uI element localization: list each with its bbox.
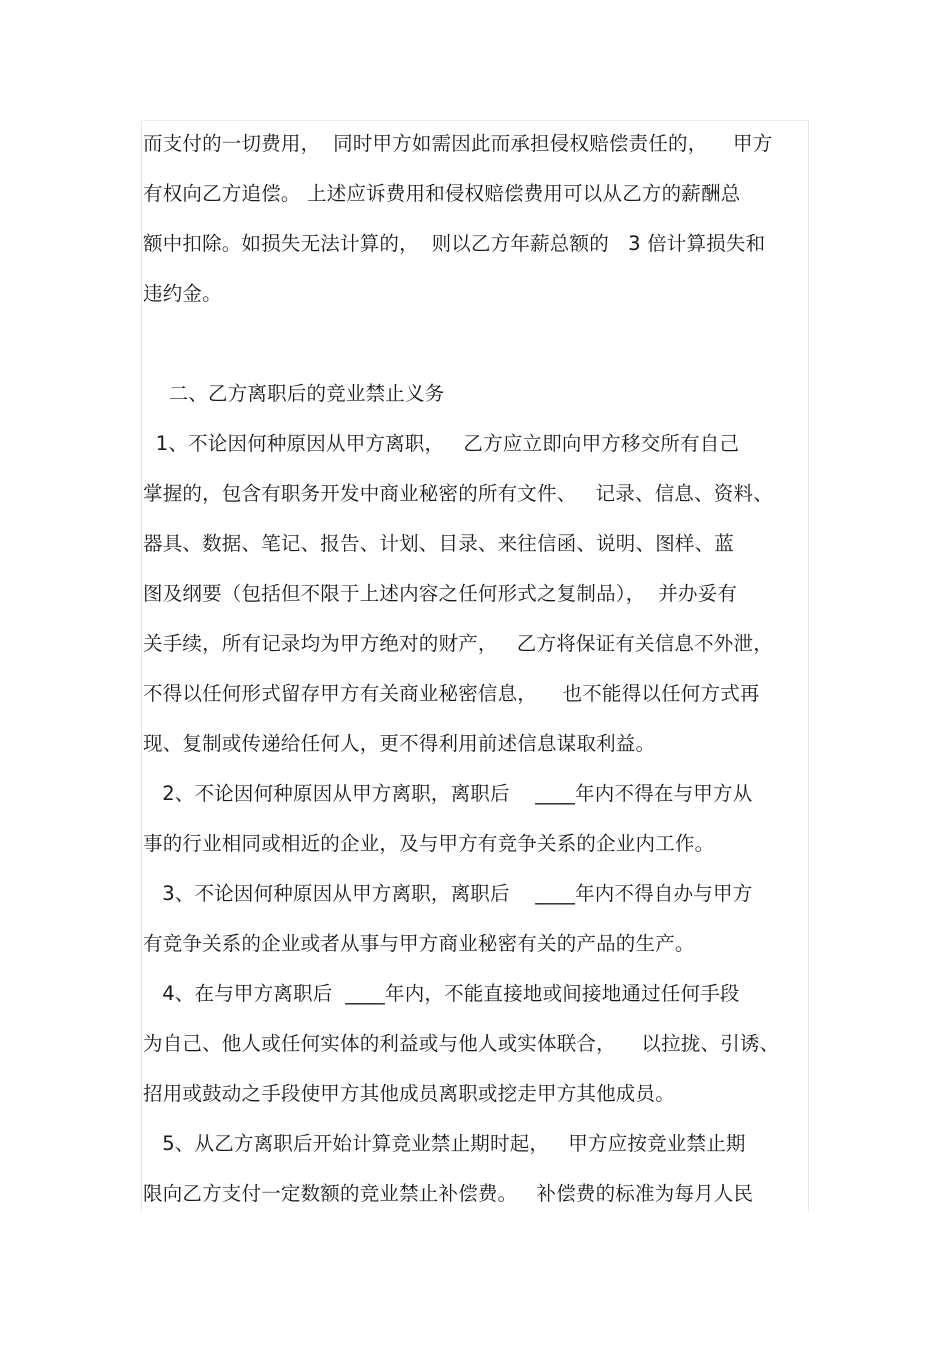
text-line: 3、不论因何种原因从甲方离职，离职后 ____年内不得自办与甲方 [143,882,753,905]
text-line: 5、从乙方离职后开始计算竞业禁止期时起， 甲方应按竞业禁止期 [143,1132,746,1155]
text-line: 不得以任何形式留存甲方有关商业秘密信息， 也不能得以任何方式再 [143,682,760,705]
text-line: 2、不论因何种原因从甲方离职，离职后 ____年内不得在与甲方从 [143,782,753,805]
text-line: 事的行业相同或相近的企业，及与甲方有竞争关系的企业内工作。 [143,832,715,855]
section-heading: 二、乙方离职后的竞业禁止义务 [143,382,445,405]
text-line: 1、不论因何种原因从甲方离职， 乙方应立即向甲方移交所有自己 [143,432,740,455]
text-line: 现、复制或传递给任何人，更不得利用前述信息谋取利益。 [143,732,656,755]
text-line: 有权向乙方追偿。 上述应诉费用和侵权赔偿费用可以从乙方的薪酬总 [143,182,741,205]
text-line: 器具、数据、笔记、报告、计划、目录、来往信函、说明、图样、蓝 [143,532,735,555]
text-line: 为自己、他人或任何实体的利益或与他人或实体联合， 以拉拢、引诱、 [143,1032,780,1055]
text-line: 招用或鼓动之手段使甲方其他成员离职或挖走甲方其他成员。 [143,1082,675,1105]
text-line: 限向乙方支付一定数额的竞业禁止补偿费。 补偿费的标准为每月人民 [143,1182,754,1205]
text-line: 关手续，所有记录均为甲方绝对的财产， 乙方将保证有关信息不外泄， [143,632,773,655]
text-line: 图及纲要（包括但不限于上述内容之任何形式之复制品）， 并办妥有 [143,582,738,605]
text-line: 有竞争关系的企业或者从事与甲方商业秘密有关的产品的生产。 [143,932,695,955]
text-line: 而支付的一切费用， 同时甲方如需因此而承担侵权赔偿责任的， 甲方 [143,132,773,155]
text-line: 4、在与甲方离职后 ____年内，不能直接地或间接地通过任何手段 [143,982,740,1005]
text-line: 掌握的，包含有职务开发中商业秘密的所有文件、 记录、信息、资料、 [143,482,773,505]
text-line: 额中扣除。如损失无法计算的， 则以乙方年薪总额的 3 倍计算损失和 [143,232,766,255]
text-line: 违约金。 [143,282,222,305]
